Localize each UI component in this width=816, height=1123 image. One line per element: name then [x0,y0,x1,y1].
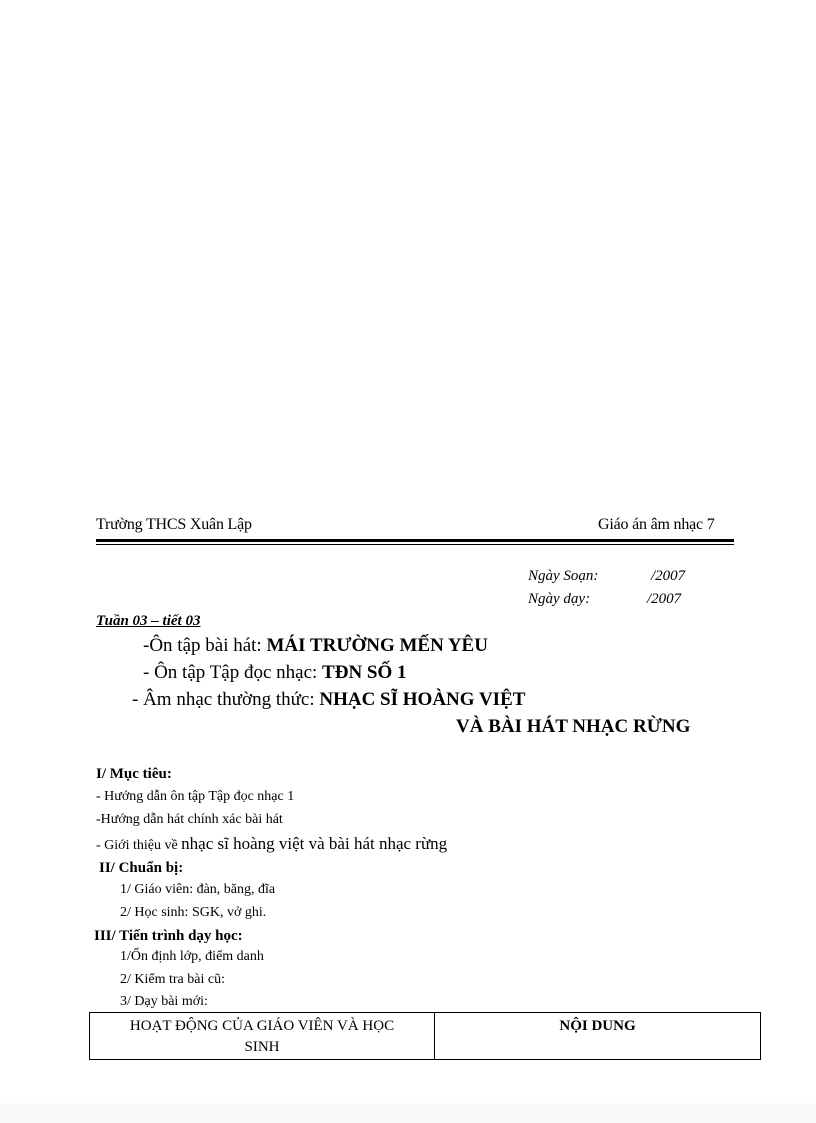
teach-date-value: /2007 [647,591,682,607]
topic-2-title: TĐN SỐ 1 [322,662,407,683]
header-rule-thick [96,539,734,542]
objective-item-2: -Hướng dẫn hát chính xác bài hát [96,812,283,827]
process-item-3: 3/ Dạy bài mới: [120,994,208,1009]
topic-line-1 [143,635,488,657]
topic-3-title: NHẠC SĨ HOÀNG VIỆT [319,689,526,710]
process-item-2: 2/ Kiểm tra bài cũ: [120,972,225,987]
topic-line-2 [143,662,407,684]
prepare-item-2: 2/ Học sinh: SGK, vở ghi. [120,905,267,920]
prepare-heading: II/ Chuẩn bị: [99,860,184,876]
topic-3-continuation: VÀ BÀI HÁT NHẠC RỪNG [456,716,691,737]
subject-title: Giáo án âm nhạc 7 [598,516,715,533]
lesson-plan-table [89,1012,761,1060]
objective-item-1: - Hướng dẫn ôn tập Tập đọc nhạc 1 [96,789,295,804]
table-header-content: NỘI DUNG [435,1013,761,1060]
prepare-item-1: 1/ Giáo viên: đàn, băng, đĩa [120,882,276,897]
objective-item-3-prefix: - Giới thiệu về [96,838,182,853]
topic-line-3 [132,689,525,711]
topic-1-title: MÁI TRƯỜNG MẾN YÊU [266,635,488,656]
table-header-activities [90,1013,435,1060]
table-header-row [90,1013,761,1060]
process-heading: III/ Tiến trình dạy học: [94,928,243,944]
school-name: Trường THCS Xuân Lập [96,516,252,533]
topic-1-prefix: -Ôn tập bài hát: [143,635,267,656]
objective-item-3 [96,834,447,854]
objective-item-3-rest: nhạc sĩ hoàng việt và bài hát nhạc rừng [181,834,448,853]
page-bottom-band [0,1103,816,1123]
topic-2-prefix: - Ôn tập Tập đọc nhạc: [143,662,323,683]
table-header-activities-line1: HOẠT ĐỘNG CỦA GIÁO VIÊN VÀ HỌC [129,1018,395,1034]
teach-date-label: Ngày dạy: [528,591,591,607]
process-item-1: 1/Ổn định lớp, điểm danh [120,949,264,964]
header-rule-thin [96,544,734,545]
topic-3-prefix: - Âm nhạc thường thức: [132,689,320,710]
table-header-activities-line2: SINH [244,1039,280,1055]
prep-date-value: /2007 [651,568,686,584]
week-lesson: Tuần 03 – tiết 03 [96,613,201,629]
objectives-heading: I/ Mục tiêu: [96,766,172,782]
prep-date-label: Ngày Soạn: [528,568,599,584]
